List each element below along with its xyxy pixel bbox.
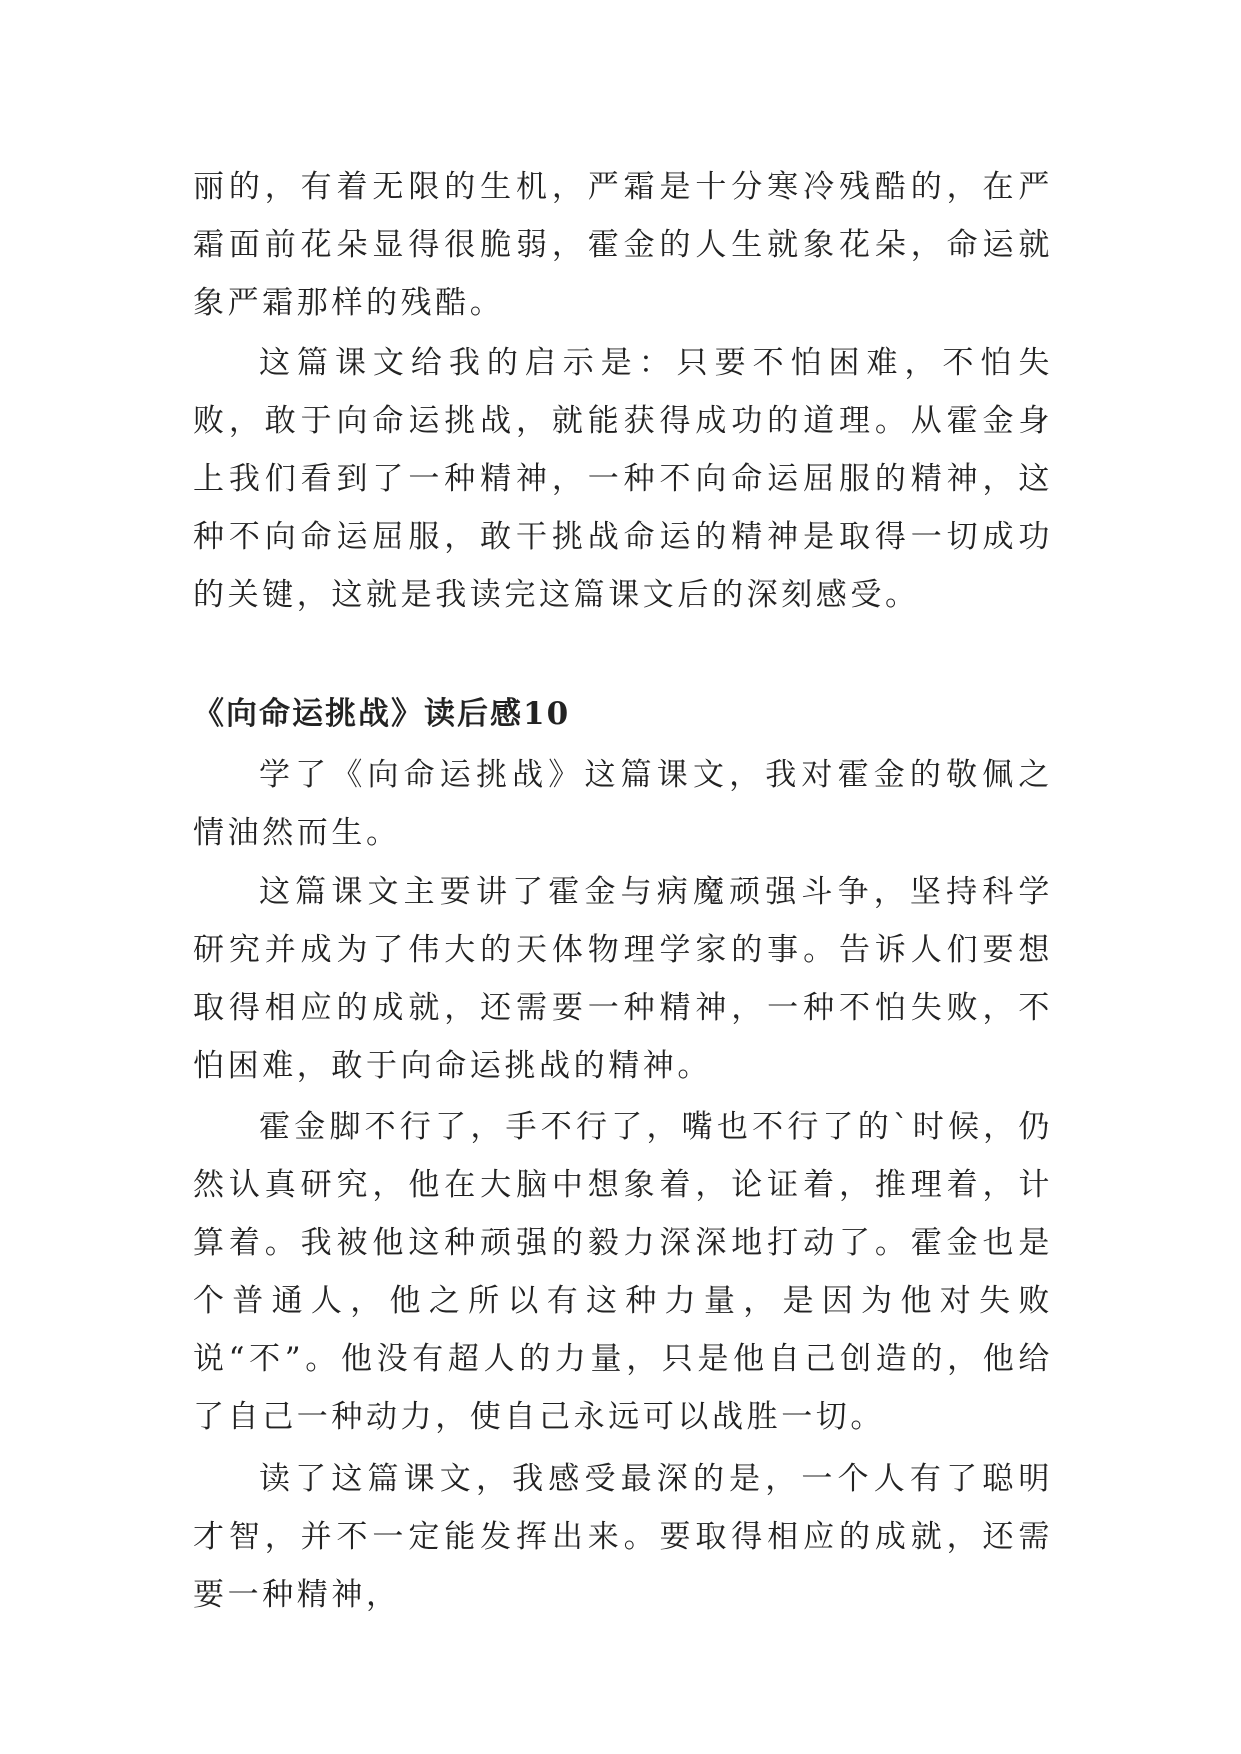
paragraph: 这篇课文给我的启示是：只要不怕困难，不怕失败，敢于向命运挑战，就能获得成功的道理。从霍金身上我们看到了一种精神，一种不向命运屈服的精神，这种不向命运屈服，敢干挑战命运的精神是取得一切成功的关键，这就是我读完这篇课文后的深刻感受。 — [193, 345, 1053, 613]
section-title: 《向命运挑战》读后感10 — [193, 696, 571, 732]
paragraph: 读了这篇课文，我感受最深的是，一个人有了聪明才智，并不一定能发挥出来。要取得相应的成就，还需要一种精神， — [193, 1461, 1053, 1613]
paragraph: 学了《向命运挑战》这篇课文，我对霍金的敬佩之情油然而生。 — [193, 757, 1053, 851]
paragraph: 这篇课文主要讲了霍金与病魔顽强斗争，坚持科学研究并成为了伟大的天体物理学家的事。告诉人们要想取得相应的成就，还需要一种精神，一种不怕失败，不怕困难，敢于向命运挑战的精神。 — [193, 874, 1053, 1084]
paragraph: 霍金脚不行了，手不行了，嘴也不行了的`时候，仍然认真研究，他在大脑中想象着，论证着，推理着，计算着。我被他这种顽强的毅力深深地打动了。霍金也是个普通人，他之所以有这种力量，是因为他对失败说“不”。他没有超人的力量，只是他自己创造的，他给了自己一种动力，使自己永远可以战胜一切。 — [193, 1109, 1053, 1435]
paragraph: 丽的，有着无限的生机，严霜是十分寒冷残酷的，在严霜面前花朵显得很脆弱，霍金的人生就象花朵，命运就象严霜那样的残酷。 — [193, 169, 1053, 321]
